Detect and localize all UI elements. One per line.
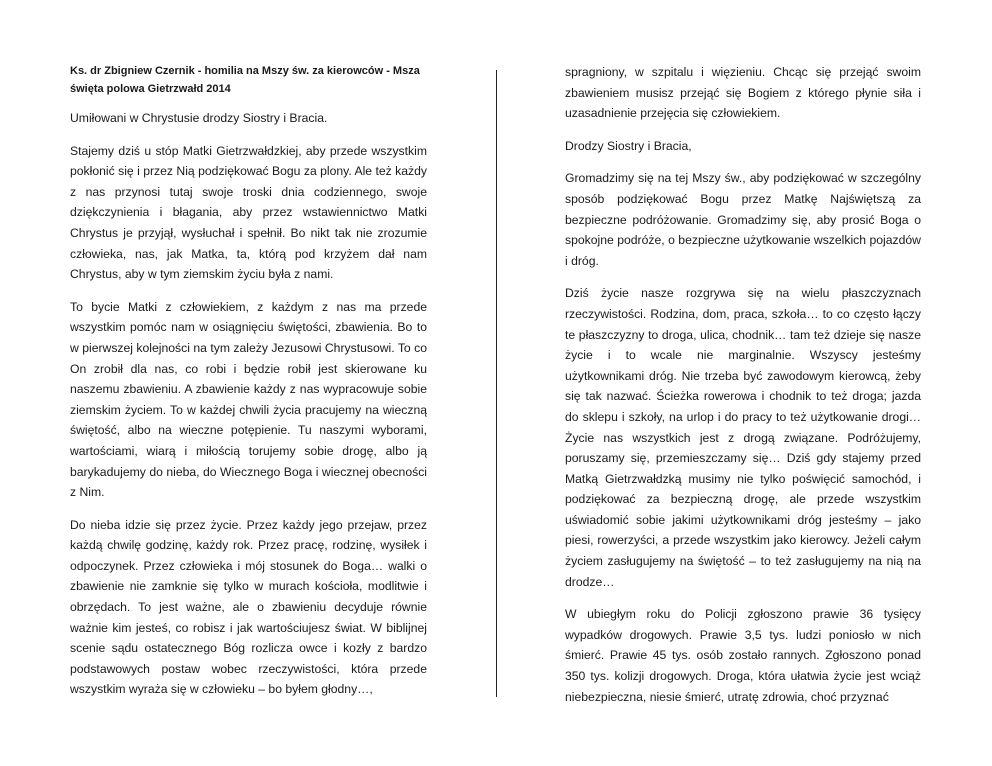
paragraph: Gromadzimy się na tej Mszy św., aby podziękować w szczególny sposób podziękować Bogu przez Matkę Najświętszą za bezpieczne podróżowanie. Gromadzimy się, aby prosić Boga o spokojne podróże, o bezpieczne użytkowanie wszelkich pojazdów i dróg. xyxy=(565,171,921,268)
right-column xyxy=(565,62,921,719)
column-divider xyxy=(496,70,497,697)
paragraph: spragniony, w szpitalu i więzieniu. Chcąc się przejąć swoim zbawieniem musisz przejąć się Bogiem z którego płynie siła i uzasadnienie przejęcia się człowiekiem. xyxy=(565,65,921,121)
paragraph: Umiłowani w Chrystusie drodzy Siostry i Bracia. xyxy=(70,111,328,125)
paragraph: Stajemy dziś u stóp Matki Gietrzwałdzkiej, aby przede wszystkim pokłonić się i przez Nią podziękować Bogu za plony. Ale też każdy z nas przynosi tutaj swoje troski dnia codziennego, swoje dziękczynienia i błagania, aby przez wstawiennictwo Matki Chrystus je przyjął, wysłuchał i spełnił. Bo nikt tak nie zrozumie człowieka, nas, jak Matka, ta, którą pod krzyżem dał nam Chrystus, aby w tym ziemskim życiu była z nami. xyxy=(70,143,427,282)
paragraph: Drodzy Siostry i Bracia, xyxy=(565,138,692,153)
paragraph: W ubiegłym roku do Policji zgłoszono prawie 36 tysięcy wypadków drogowych. Prawie 3,5 tys. ludzi poniosło w nich śmierć. Prawie 45 tys. osób zostało rannych. Zgłoszono ponad 350 tys. kolizji drogowych. Droga, która ułatwia życie jest wciąż niebezpieczna, niesie śmierć, utratę zdrowia, choć przyznać xyxy=(565,607,921,704)
document-title: Ks. dr Zbigniew Czernik - homilia na Mszy św. za kierowców - Msza święta polowa Gietrzwałd 2014 xyxy=(70,65,420,95)
paragraph: Dziś życie nasze rozgrywa się na wielu płaszczyznach rzeczywistości. Rodzina, dom, praca, szkoła… to co często łączy te płaszczyzny to droga, ulica, chodnik… tam też dzieje się nasze życie i to wcale nie marginalnie. Wszyscy jesteśmy użytkownikami dróg. Nie trzeba być zawodowym kierowcą, żeby się tak nazwać. Ścieżka rowerowa i chodnik to też droga; jazda do sklepu i szkoły, na urlop i do pracy to też użytkowanie drogi… Życie nas wszystkich jest z drogą związane. Podróżujemy, poruszamy się, przemieszczamy się… Dziś gdy stajemy przed Matką Gietrzwałdzką musimy nie tylko poświęcić samochód, i podziękować za bezpieczną drogę, ale przede wszystkim uświadomić sobie jakimi użytkownikami dróg jesteśmy – jako piesi, rowerzyści, a przede wszystkim jako kierowcy. Jeżeli całym życiem zasługujemy na świętość – to też zasługujemy na nią na drodze… xyxy=(565,286,921,589)
paragraph: To bycie Matki z człowiekiem, z każdym z nas ma przede wszystkim pomóc nam w osiągnięciu świętości, zbawienia. Bo to w pierwszej kolejności na tym zależy Jezusowi Chrystusowi. To co On zrobił dla nas, co robi i będzie robił jest skierowane ku naszemu zbawieniu. A zbawienie każdy z nas wypracowuje sobie ziemskim życiem. To w każdej chwili życia pracujemy na wieczną świętość, albo na wieczne potępienie. Tu naszymi wyborami, wartościami, wiarą i miłością torujemy sobie drogę, albo ją barykadujemy do nieba, do Wiecznego Boga i wiecznej obecności z Nim. xyxy=(70,299,427,500)
left-column xyxy=(70,62,427,712)
paragraph: Do nieba idzie się przez życie. Przez każdy jego przejaw, przez każdą chwilę godzinę, każdy rok. Przez pracę, rodzinę, wysiłek i odpoczynek. Przez człowieka i mój stosunek do Boga… walki o zbawienie nie zamknie się tylko w murach kościoła, modlitwie i obrzędach. To jest ważne, ale o zbawieniu decyduje równie ważnie kim jesteś, co robisz i jak wartościujesz świat. W biblijnej scenie sądu ostatecznego Bóg rozlicza owce i kozły z bardzo podstawowych postaw wobec rzeczywistości, która przede wszystkim wyraża się w człowieku – bo byłem głodny…, xyxy=(70,517,427,697)
